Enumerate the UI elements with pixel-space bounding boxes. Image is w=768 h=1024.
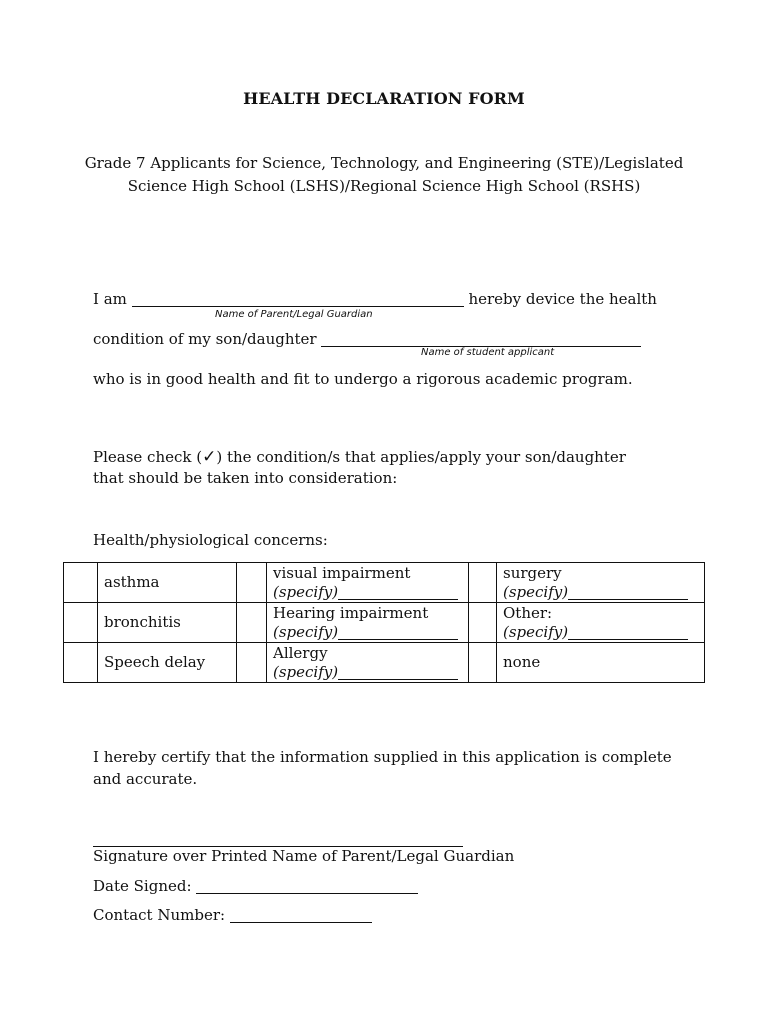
specify-field[interactable]	[338, 625, 458, 640]
table-row	[64, 643, 705, 683]
concern-label: asthma	[98, 563, 237, 603]
form-title: HEALTH DECLARATION FORM	[243, 89, 525, 108]
specify-line	[273, 623, 462, 642]
specify-line	[503, 583, 698, 602]
check-instructions-rest: ) the condition/s that applies/apply your son/daughter	[216, 448, 626, 466]
check-mark-icon: ✓	[202, 447, 217, 467]
date-signed-row	[93, 877, 418, 895]
guardian-name-caption: Name of Parent/Legal Guardian	[215, 309, 373, 320]
specify-line	[273, 583, 462, 602]
concern-cell	[267, 643, 469, 683]
date-signed-label: Date Signed:	[93, 877, 192, 895]
signature-label: Signature over Printed Name of Parent/Legal Guardian	[93, 847, 515, 865]
concern-label: visual impairment	[273, 563, 411, 582]
student-name-field[interactable]	[321, 330, 641, 347]
hearing-impairment-checkbox[interactable]	[237, 603, 267, 643]
declaration-line-2	[93, 330, 641, 348]
condition-of-text: condition of my son/daughter	[93, 330, 317, 348]
concern-cell	[497, 563, 705, 603]
concern-label: surgery	[503, 563, 562, 582]
student-name-caption: Name of student applicant	[421, 347, 555, 358]
concern-label: bronchitis	[98, 603, 237, 643]
concerns-table	[63, 562, 705, 683]
none-checkbox[interactable]	[469, 643, 497, 683]
certify-text: I hereby certify that the information supplied in this application is complete and accurate.	[93, 748, 672, 788]
specify-field[interactable]	[568, 585, 688, 600]
surgery-checkbox[interactable]	[469, 563, 497, 603]
specify-line	[503, 623, 698, 642]
contact-number-label: Contact Number:	[93, 906, 226, 924]
specify-field[interactable]	[338, 665, 458, 680]
date-signed-field[interactable]	[196, 877, 418, 894]
specify-line	[273, 663, 462, 682]
other-checkbox[interactable]	[469, 603, 497, 643]
concern-cell	[267, 563, 469, 603]
hereby-text: hereby device the health	[468, 290, 657, 308]
specify-field[interactable]	[338, 585, 458, 600]
specify-text: (specify)	[503, 582, 569, 601]
check-instructions-line-2: that should be taken into consideration:	[93, 469, 398, 487]
concern-cell	[267, 603, 469, 643]
contact-number-row	[93, 906, 372, 924]
i-am-text: I am	[93, 290, 127, 308]
contact-number-field[interactable]	[230, 906, 372, 923]
specify-text: (specify)	[273, 662, 339, 681]
concern-label: none	[497, 643, 705, 683]
declaration-line-1	[93, 290, 657, 308]
concern-label: Allergy	[273, 643, 328, 662]
concern-cell	[497, 603, 705, 643]
please-check-text: Please check (	[93, 448, 203, 466]
form-subtitle: Grade 7 Applicants for Science, Technology, and Engineering (STE)/Legislated Science High School (LSHS)/Regional Science High School (RSHS)	[84, 154, 684, 195]
specify-field[interactable]	[568, 625, 688, 640]
allergy-checkbox[interactable]	[237, 643, 267, 683]
good-health-text: who is in good health and fit to undergo a rigorous academic program.	[93, 370, 633, 388]
concern-label: Speech delay	[98, 643, 237, 683]
speech-delay-checkbox[interactable]	[64, 643, 98, 683]
asthma-checkbox[interactable]	[64, 563, 98, 603]
concerns-heading: Health/physiological concerns:	[93, 531, 328, 549]
table-row	[64, 563, 705, 603]
check-instructions-line-1	[93, 447, 626, 467]
table-row	[64, 603, 705, 643]
specify-text: (specify)	[273, 582, 339, 601]
concern-label: Other:	[503, 603, 553, 622]
visual-impairment-checkbox[interactable]	[237, 563, 267, 603]
specify-text: (specify)	[273, 622, 339, 641]
specify-text: (specify)	[503, 622, 569, 641]
guardian-name-field[interactable]	[132, 290, 464, 307]
concern-label: Hearing impairment	[273, 603, 429, 622]
bronchitis-checkbox[interactable]	[64, 603, 98, 643]
